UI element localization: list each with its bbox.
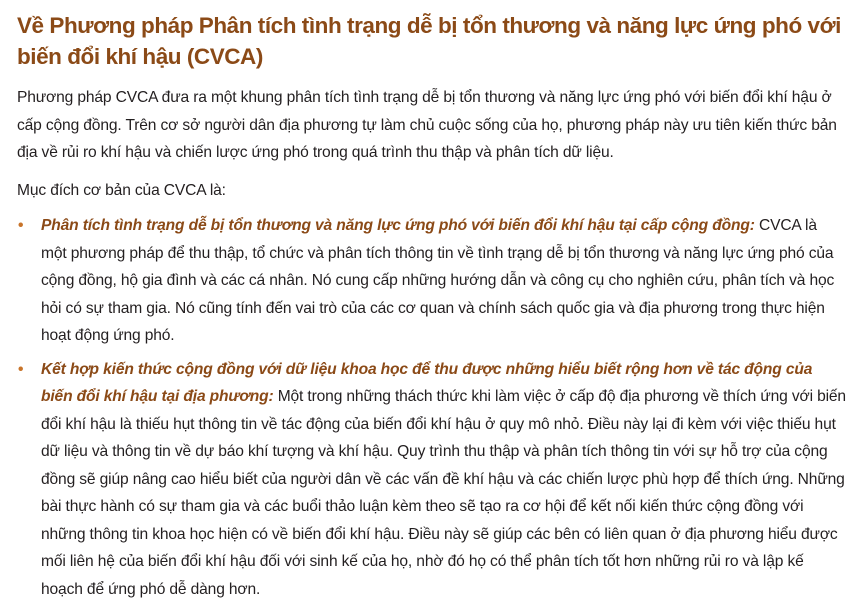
bullet-heading: Phân tích tình trạng dễ bị tổn thương và năng lực ứng phó với biến đổi khí hậu tại cấp cộng đồng: [41, 217, 755, 234]
bullet-body: Một trong những thách thức khi làm việc ở cấp độ địa phương về thích ứng với biến đổi khí hậu là thiếu hụt thông tin về tác động của biến đổi khí hậu ở quy mô nhỏ. Điều này lại đi kèm với việc thiếu hụt dữ liệu và thông tin về dự báo khí tượng và khí hậu. Quy trình thu thập và phân tích thông tin với sự hỗ trợ của cộng đồng sẽ giúp nâng cao hiểu biết của người dân về các vấn đề khí hậu và các chiến lược phù hợp để thích ứng. Những bài thực hành có sự tham gia và các buổi thảo luận kèm theo sẽ tạo ra cơ hội để kết nối kiến thức cộng đồng với những thông tin khoa học hiện có về biến đổi khí hậu. Điều này sẽ giúp các bên có liên quan ở địa phương hiểu được mối liên hệ của biến đổi khí hậu đối với sinh kế của họ, nhờ đó họ có thể phân tích tốt hơn những rủi ro và lập kế hoạch để ứng phó dễ dàng hơn. [41, 388, 846, 598]
list-item [17, 212, 846, 350]
purpose-list [17, 212, 846, 603]
intro-paragraph: Phương pháp CVCA đưa ra một khung phân tích tình trạng dễ bị tổn thương và năng lực ứng phó với biến đổi khí hậu ở cấp cộng đồng. Trên cơ sở người dân địa phương tự làm chủ cuộc sống của họ, phương pháp này ưu tiên kiến thức bản địa về rủi ro khí hậu và chiến lược ứng phó trong quá trình thu thập và phân tích dữ liệu. [17, 84, 846, 167]
section-title: Về Phương pháp Phân tích tình trạng dễ bị tổn thương và năng lực ứng phó với biến đổi khí hậu (CVCA) [17, 10, 846, 72]
purpose-label: Mục đích cơ bản của CVCA là: [17, 177, 846, 205]
list-item [17, 356, 846, 603]
bullet-body: CVCA là một phương pháp để thu thập, tổ chức và phân tích thông tin về tình trạng dễ bị tổn thương và năng lực ứng phó của cộng đồng, hộ gia đình và các cá nhân. Nó cung cấp những hướng dẫn và công cụ cho nghiên cứu, phân tích và học hỏi có sự tham gia. Nó cũng tính đến vai trò của các cơ quan và chính sách quốc gia và địa phương trong thực hiện hoạt động ứng phó. [41, 217, 834, 344]
bullet-heading: Kết hợp kiến thức cộng đồng với dữ liệu khoa học để thu được những hiểu biết rộng hơn về tác động của biến đổi khí hậu tại địa phương: [41, 361, 812, 406]
bullet-marker: • [18, 212, 23, 240]
bullet-marker: • [18, 356, 23, 384]
